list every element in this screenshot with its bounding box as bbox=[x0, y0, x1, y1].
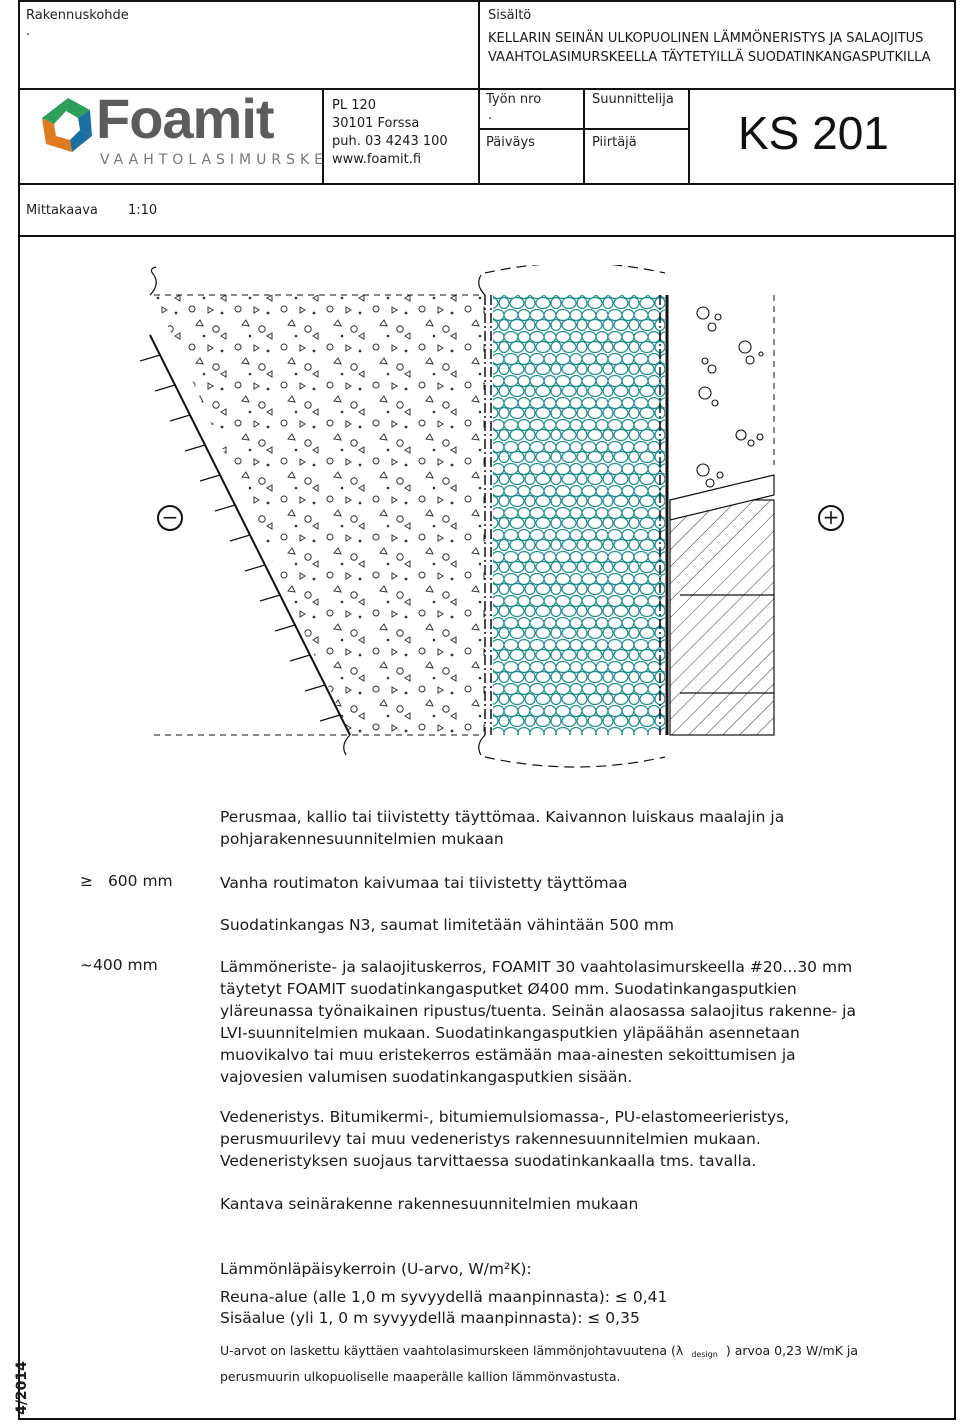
legend-waterproofing-line2: perusmuurilevy tai muu vedeneristys rakennesuunnitelmien mukaan. bbox=[220, 1130, 761, 1148]
uvalue-note-1a: U-arvot on laskettu käyttäen vaahtolasimurskeen lämmönjohtavuutena (λ bbox=[220, 1343, 684, 1358]
foamit-logo-icon bbox=[38, 96, 98, 166]
date-label: Päiväys bbox=[486, 135, 535, 150]
address-line-1: PL 120 bbox=[332, 98, 377, 113]
legend-ground bbox=[220, 806, 784, 850]
legend-waterproofing-line3: Vedeneristyksen suojaus tarvittaessa suodatinkankaalla tms. tavalla. bbox=[220, 1152, 757, 1170]
uvalue-inner-value: 0,35 bbox=[605, 1309, 640, 1327]
legend-waterproofing bbox=[220, 1106, 789, 1172]
le-symbol-inner: ≤ bbox=[587, 1309, 601, 1327]
legend-insulation-line6: vajovesien valumisen suodatinkangasputkien sisään. bbox=[220, 1068, 633, 1086]
legend-insulation-line5: muovikalvo tai muu eristekerros estämään maa-ainesten sekoittumisen ja bbox=[220, 1046, 796, 1064]
logo-wordmark: Foamit bbox=[96, 87, 274, 150]
project-label: Rakennuskohde bbox=[26, 8, 129, 23]
designer-split bbox=[688, 88, 690, 184]
content-line-1: KELLARIN SEINÄN ULKOPUOLINEN LÄMMÖNERISTYS JA SALAOJITUS bbox=[488, 31, 924, 46]
address-split bbox=[322, 88, 324, 184]
legend-insulation-line4: LVI-suunnitelmien mukaan. Suodatinkangasputkien yläpäähän asennetaan bbox=[220, 1024, 800, 1042]
minus-symbol-icon: − bbox=[157, 505, 183, 531]
title-bottom bbox=[18, 183, 956, 185]
uvalue-title: Lämmönläpäisykerroin (U-arvo, W/m²K): bbox=[220, 1260, 532, 1278]
uvalue-inner bbox=[220, 1307, 640, 1329]
drafter-label: Piirtäjä bbox=[592, 135, 637, 150]
legend-waterproofing-line1: Vedeneristys. Bitumikermi-, bitumiemulsiomassa-, PU-elastomeerieristys, bbox=[220, 1108, 790, 1126]
header-split bbox=[478, 0, 480, 184]
plus-symbol-icon: + bbox=[818, 505, 844, 531]
legend-wall: Kantava seinärakenne rakennesuunnitelmien mukaan bbox=[220, 1195, 639, 1213]
project-value: . bbox=[26, 24, 31, 39]
legend-ground-line2: pohjarakennesuunnitelmien mukaan bbox=[220, 830, 504, 848]
dim-600-value: 600 mm bbox=[107, 872, 173, 890]
legend-ground-line1: Perusmaa, kallio tai tiivistetty täyttömaa. Kaivannon luiskaus maalajin ja bbox=[220, 808, 785, 826]
le-symbol-edge: ≤ bbox=[614, 1288, 628, 1306]
address-line-3: puh. 03 4243 100 bbox=[332, 134, 448, 149]
content-label: Sisältö bbox=[488, 8, 532, 23]
address-line-2: 30101 Forssa bbox=[332, 116, 420, 131]
scale-label: Mittakaava bbox=[26, 203, 98, 218]
logo-subtitle: VAAHTOLASIMURSKE bbox=[100, 152, 329, 168]
uvalue-edge-label: Reuna-alue (alle 1,0 m syvyydellä maanpinnasta): bbox=[220, 1288, 610, 1306]
legend-old-soil: Vanha routimaton kaivumaa tai tiivistetty täyttömaa bbox=[220, 874, 628, 892]
legend-insulation-line2: täytetyt FOAMIT suodatinkangasputket Ø400 mm. Suodatinkangasputkien bbox=[220, 980, 797, 998]
legend-insulation-line3: yläreunassa työnaikainen ripustus/tuenta. Seinän alaosassa salaojitus rakenne- ja bbox=[220, 1002, 856, 1020]
year-stamp: 4/2014 bbox=[14, 1361, 30, 1415]
ge-symbol: ≥ bbox=[80, 872, 93, 890]
uvalue-note-sub: design bbox=[691, 1350, 718, 1359]
scale-value: 1:10 bbox=[128, 203, 158, 218]
uvalue-edge bbox=[220, 1286, 667, 1308]
content-line-2: VAAHTOLASIMURSKEELLA TÄYTETYILLÄ SUODATINKANGASPUTKILLA bbox=[488, 50, 931, 65]
uvalue-note bbox=[220, 1340, 858, 1388]
job-split bbox=[583, 88, 585, 184]
uvalue-edge-value: 0,41 bbox=[632, 1288, 668, 1306]
dim-600 bbox=[80, 872, 173, 890]
job-label: Työn nro bbox=[486, 92, 542, 107]
designer-label: Suunnittelija bbox=[592, 92, 674, 107]
legend-insulation bbox=[220, 956, 856, 1088]
uvalue-note-line1 bbox=[220, 1340, 858, 1366]
legend-fabric: Suodatinkangas N3, saumat limitetään vähintään 500 mm bbox=[220, 916, 674, 934]
uvalue-note-1b: ) arvoa 0,23 W/mK ja bbox=[725, 1343, 859, 1358]
job-mid bbox=[478, 128, 690, 130]
drawing-id: KS 201 bbox=[738, 107, 889, 159]
job-value: . bbox=[488, 108, 493, 123]
uvalue-note-line2: perusmuurin ulkopuoliselle maaperälle kallion lämmönvastusta. bbox=[220, 1369, 621, 1384]
legend-insulation-line1: Lämmöneriste- ja salaojituskerros, FOAMIT 30 vaahtolasimurskeella #20...30 mm bbox=[220, 958, 853, 976]
section-drawing bbox=[140, 265, 860, 785]
uvalue-inner-label: Sisäalue (yli 1, 0 m syvyydellä maanpinnasta): bbox=[220, 1309, 583, 1327]
dim-400: ~400 mm bbox=[80, 956, 158, 974]
address-line-4: www.foamit.fi bbox=[332, 152, 422, 167]
scale-bottom bbox=[18, 235, 956, 237]
